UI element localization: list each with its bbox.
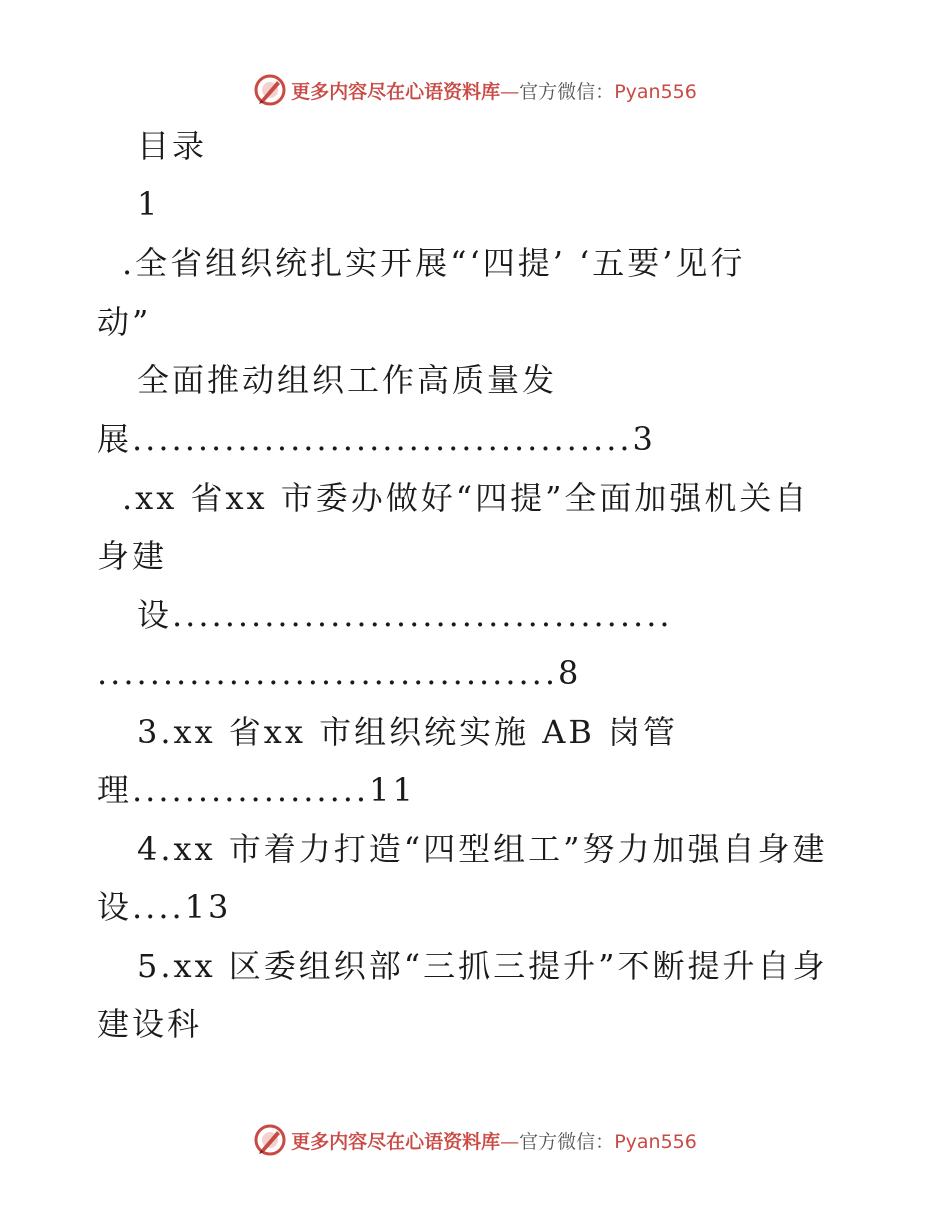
toc-line: ...................................8 — [97, 654, 582, 692]
toc-line: 动” — [97, 303, 152, 341]
toc-line: 全面推动组织工作高质量发 — [137, 361, 558, 399]
toc-line: .全省组织统扎实开展“‘四提’ ‘五要’见行 — [122, 244, 746, 282]
toc-line: 设...................................... — [137, 596, 673, 634]
watermark-text: 更多内容尽在心语资料库—官方微信：Pyan556 — [291, 80, 697, 103]
toc-line: 设....13 — [97, 888, 232, 926]
toc-line: 5.xx 区委组织部“三抓三提升”不断提升自身 — [137, 947, 828, 985]
footer-watermark — [0, 1120, 950, 1160]
toc-line: 理..................11 — [97, 771, 416, 809]
toc-line: .xx 省xx 市委办做好“四提”全面加强机关自 — [122, 479, 810, 517]
toc-title: 目录 — [137, 127, 208, 165]
header-watermark — [0, 70, 950, 110]
toc-line: 身建 — [97, 537, 168, 575]
toc-line: 建设科 — [97, 1005, 203, 1043]
toc-line: 1 — [137, 185, 161, 223]
pen-logo-icon — [253, 73, 287, 107]
toc-line: 4.xx 市着力打造“四型组工”努力加强自身建 — [137, 830, 828, 868]
toc-line: 3.xx 省xx 市组织统实施 AB 岗管 — [137, 713, 679, 751]
toc-line: 展......................................3 — [97, 420, 656, 458]
watermark-text: 更多内容尽在心语资料库—官方微信：Pyan556 — [291, 1130, 697, 1153]
pen-logo-icon — [253, 1123, 287, 1157]
